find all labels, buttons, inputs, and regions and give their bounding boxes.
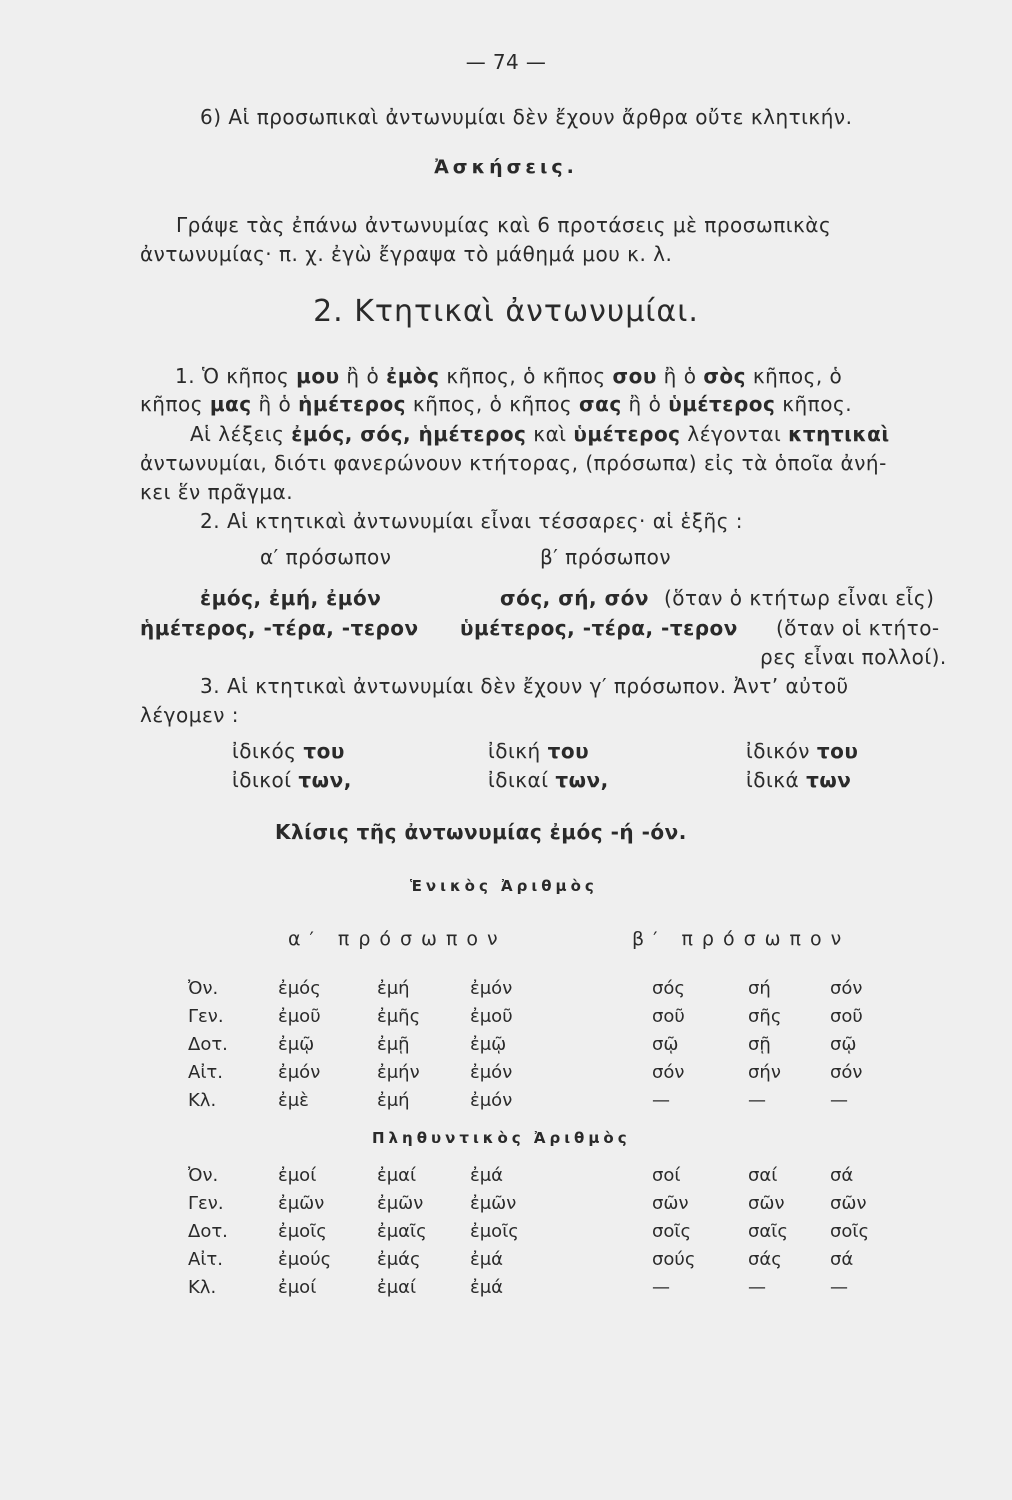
declension-cell: —: [830, 1090, 848, 1111]
person-1-label: α′ πρόσωπον: [260, 545, 392, 569]
text-segment: 1. Ὁ κῆπος: [175, 364, 297, 388]
pl-note-2: ρες εἶναι πολλοί).: [760, 645, 947, 669]
declension-cell: ἐμῶν: [470, 1193, 517, 1214]
declension-cell: —: [652, 1277, 670, 1298]
text-segment: ἢ ὁ: [251, 392, 299, 416]
pl-first-person-forms: ἡμέτερος, -τέρα, -τερον: [140, 616, 419, 640]
declension-cell: ἐμῷ: [278, 1034, 315, 1055]
exercise-line-2: ἀντωνυμίας· π. χ. ἐγὼ ἔγραψα τὸ μάθημά μου κ. λ.: [140, 242, 673, 266]
case-label: Αἰτ.: [188, 1062, 223, 1083]
table-person-1-label: α′ πρόσωπον: [288, 928, 507, 950]
text-segment: Αἱ λέξεις: [190, 422, 292, 446]
para3-line-1: 3. Αἱ κτητικαὶ ἀντωνυμίαι δὲν ἔχουν γ′ πρόσωπον. Ἀντ’ αὐτοῦ: [200, 674, 849, 698]
declension-cell: σόν: [652, 1062, 685, 1083]
case-label: Ὀν.: [188, 978, 219, 999]
declension-cell: σῆς: [748, 1006, 782, 1027]
declension-cell: ἐμούς: [278, 1249, 332, 1270]
text-segment: ἡμέτερος: [298, 392, 407, 416]
text-segment: κτητικαὶ: [788, 422, 890, 446]
text-segment: σὸς: [703, 364, 746, 388]
sg-second-person-forms: σός, σή, σόν: [500, 586, 650, 610]
declension-cell: ἐμῷ: [470, 1034, 507, 1055]
plural-heading: Πληθυντικὸς Ἀριθμὸς: [372, 1129, 631, 1147]
declension-cell: σῇ: [748, 1034, 771, 1055]
text-segment: κῆπος, ὁ κῆπος: [406, 392, 580, 416]
declension-cell: ἐμοῦ: [470, 1006, 513, 1027]
declension-cell: ἐμά: [470, 1165, 504, 1186]
singular-heading: Ἑνικὸς Ἀριθμὸς: [410, 877, 598, 895]
text-segment: κῆπος, ὁ κῆπος: [439, 364, 613, 388]
idios-form: ἰδικαί των,: [488, 768, 609, 792]
declension-cell: σαῖς: [748, 1221, 788, 1242]
declension-cell: ἐμοί: [278, 1277, 317, 1298]
para1-line-2: [140, 390, 852, 418]
declension-cell: ἐμῆς: [377, 1006, 421, 1027]
declension-cell: σά: [830, 1165, 854, 1186]
para1-line-3: [190, 420, 890, 448]
text-segment: σου: [612, 364, 657, 388]
text-segment: ἐμὸς: [386, 364, 440, 388]
declension-cell: σήν: [748, 1062, 781, 1083]
declension-cell: σός: [652, 978, 685, 999]
declension-cell: ἐμῶν: [377, 1193, 424, 1214]
declension-cell: σούς: [652, 1249, 696, 1270]
declension-cell: σῶν: [830, 1193, 867, 1214]
declension-cell: —: [830, 1277, 848, 1298]
text-segment: ὑμέτερος: [668, 392, 776, 416]
declension-cell: σόν: [830, 978, 863, 999]
case-label: Γεν.: [188, 1193, 224, 1214]
declension-cell: ἐμοῖς: [470, 1221, 519, 1242]
declension-cell: ἐμός: [278, 978, 321, 999]
text-segment: μας: [209, 392, 252, 416]
case-label: Δοτ.: [188, 1034, 228, 1055]
para1-line-5: κει ἕν πρᾶγμα.: [140, 480, 294, 504]
text-segment: ἢ ὁ: [656, 364, 704, 388]
declension-cell: —: [748, 1277, 766, 1298]
declension-cell: σῶν: [652, 1193, 689, 1214]
declension-cell: ἐμή: [377, 978, 410, 999]
pl-note-1: (ὅταν οἱ κτήτο-: [776, 616, 940, 640]
declension-cell: —: [748, 1090, 766, 1111]
declension-cell: ἐμόν: [278, 1062, 321, 1083]
text-segment: ἢ ὁ: [339, 364, 387, 388]
section-title: 2. Κτητικαὶ ἀντωνυμίαι.: [313, 294, 699, 329]
text-segment: κῆπος, ὁ: [745, 364, 843, 388]
declension-cell: σαί: [748, 1165, 778, 1186]
declension-cell: ἐμή: [377, 1090, 410, 1111]
text-segment: ἐμός, σός, ἡμέτερος: [291, 422, 527, 446]
declension-cell: ἐμῇ: [377, 1034, 410, 1055]
declension-cell: ἐμά: [470, 1277, 504, 1298]
declension-cell: σόν: [830, 1062, 863, 1083]
declension-cell: ἐμαῖς: [377, 1221, 427, 1242]
idios-form: ἰδικός του: [232, 739, 345, 763]
text-segment: κῆπος: [140, 392, 210, 416]
sg-first-person-forms: ἐμός, ἐμή, ἐμόν: [200, 586, 382, 610]
para2: 2. Αἱ κτητικαὶ ἀντωνυμίαι εἶναι τέσσαρες· αἱ ἑξῆς :: [200, 509, 744, 533]
text-segment: σας: [579, 392, 622, 416]
declension-cell: σοῦ: [652, 1006, 685, 1027]
declension-cell: ἐμῶν: [278, 1193, 325, 1214]
declension-cell: —: [652, 1090, 670, 1111]
case-label: Κλ.: [188, 1277, 217, 1298]
text-segment: ὑμέτερος: [573, 422, 681, 446]
declension-cell: σοῦ: [830, 1006, 863, 1027]
exercises-heading: Ἀσκήσεις.: [434, 156, 578, 178]
rule-6: 6) Αἱ προσωπικαὶ ἀντωνυμίαι δὲν ἔχουν ἄρθρα οὔτε κλητικήν.: [200, 105, 853, 129]
declension-cell: ἐμά: [470, 1249, 504, 1270]
sg-note: (ὅταν ὁ κτήτωρ εἶναι εἷς): [664, 586, 935, 610]
table-person-2-label: β′ πρόσωπον: [632, 928, 851, 950]
declension-cell: ἐμόν: [470, 1062, 513, 1083]
case-label: Γεν.: [188, 1006, 224, 1027]
declension-cell: σῶν: [748, 1193, 785, 1214]
para1-line-4: ἀντωνυμίαι, διότι φανερώνουν κτήτορας, (πρόσωπα) εἰς τὰ ὁποῖα ἀνή-: [140, 451, 887, 475]
declension-cell: ἐμάς: [377, 1249, 421, 1270]
declension-cell: ἐμόν: [470, 1090, 513, 1111]
case-label: Δοτ.: [188, 1221, 228, 1242]
declension-cell: ἐμὲ: [278, 1090, 309, 1111]
declension-cell: σοί: [652, 1165, 681, 1186]
declension-cell: ἐμαί: [377, 1165, 417, 1186]
idios-form: ἰδική του: [488, 739, 590, 763]
declension-title: Κλίσις τῆς ἀντωνυμίας ἐμός -ή -όν.: [275, 820, 687, 844]
idios-form: ἰδικόν του: [746, 739, 859, 763]
text-segment: μου: [296, 364, 340, 388]
declension-cell: σή: [748, 978, 771, 999]
idios-form: ἰδικοί των,: [232, 768, 352, 792]
person-2-label: β′ πρόσωπον: [540, 545, 672, 569]
para3-line-2: λέγομεν :: [140, 703, 240, 727]
case-label: Αἰτ.: [188, 1249, 223, 1270]
para1-line-1: [175, 362, 842, 390]
declension-cell: σοῖς: [652, 1221, 692, 1242]
text-segment: λέγονται: [680, 422, 789, 446]
declension-cell: σῷ: [830, 1034, 857, 1055]
declension-cell: σῷ: [652, 1034, 679, 1055]
declension-cell: ἐμαί: [377, 1277, 417, 1298]
exercise-line-1: Γράψε τὰς ἐπάνω ἀντωνυμίας καὶ 6 προτάσεις μὲ προσωπικὰς: [176, 213, 832, 237]
page-number: — 74 —: [465, 50, 547, 74]
declension-cell: ἐμοί: [278, 1165, 317, 1186]
text-segment: κῆπος.: [775, 392, 853, 416]
pl-second-person-forms: ὑμέτερος, -τέρα, -τερον: [460, 616, 738, 640]
idios-form: ἰδικά των: [746, 768, 852, 792]
declension-cell: σοῖς: [830, 1221, 870, 1242]
case-label: Ὀν.: [188, 1165, 219, 1186]
declension-cell: σάς: [748, 1249, 782, 1270]
declension-cell: ἐμήν: [377, 1062, 420, 1083]
declension-cell: ἐμοῦ: [278, 1006, 321, 1027]
declension-cell: σά: [830, 1249, 854, 1270]
declension-cell: ἐμοῖς: [278, 1221, 327, 1242]
text-segment: ἢ ὁ: [621, 392, 669, 416]
declension-cell: ἐμόν: [470, 978, 513, 999]
text-segment: καὶ: [526, 422, 574, 446]
case-label: Κλ.: [188, 1090, 217, 1111]
